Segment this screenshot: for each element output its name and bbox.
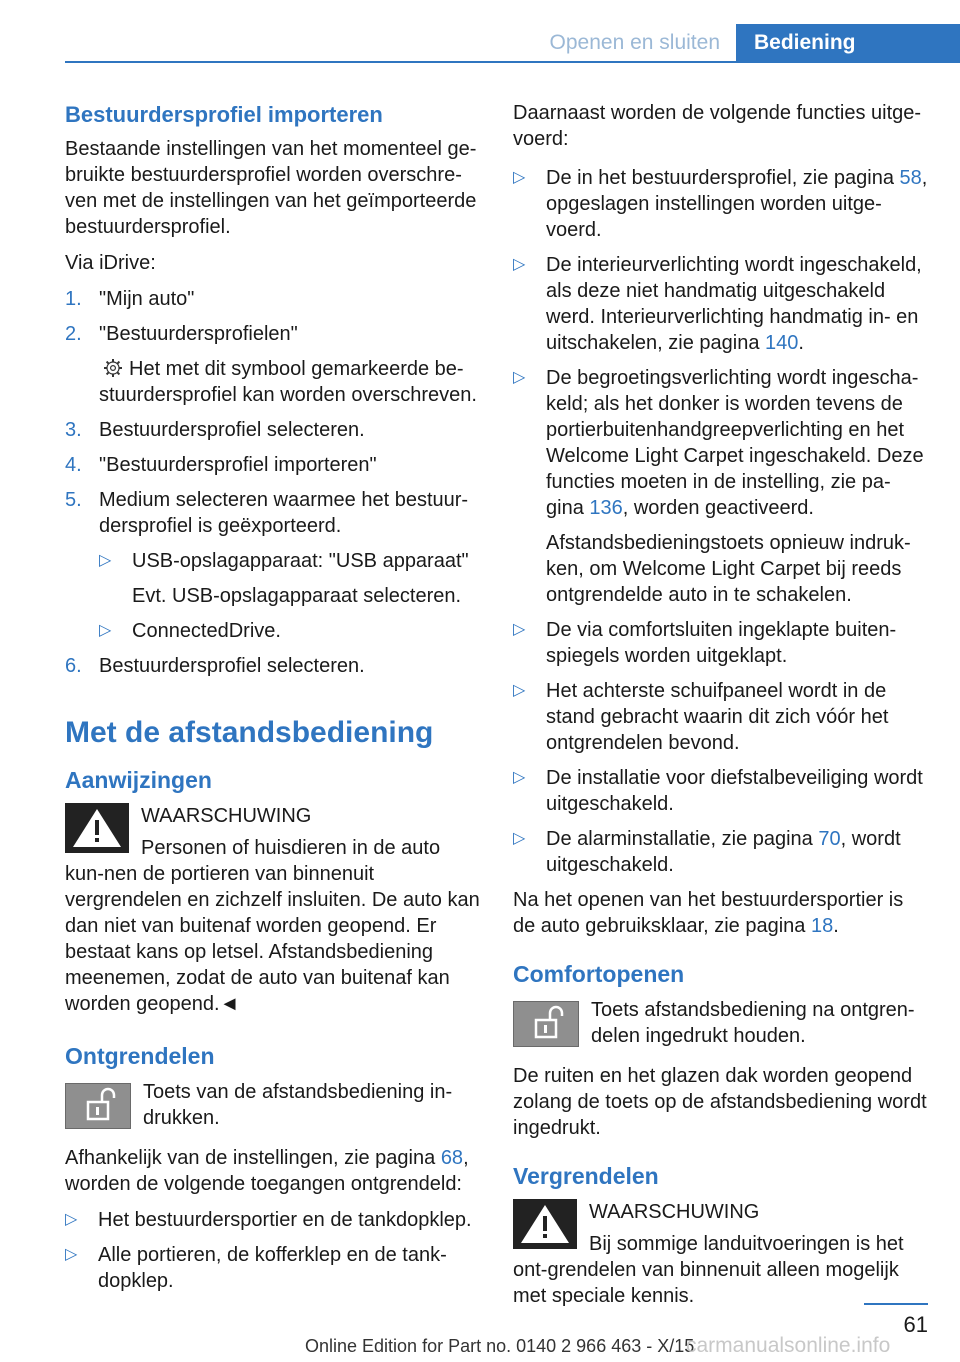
comfort-text: De ruiten en het glazen dak worden geopend zolang de toets op de afstandsbediening wordt ingedrukt. [513,1065,927,1139]
footer-divider [864,1303,928,1305]
list-item [99,618,482,644]
list-item [65,1207,482,1233]
via-idrive-label: Via iDrive: [65,252,156,274]
step-item [65,653,482,679]
step-item [65,487,482,539]
function-text: De begroetingsverlichting wordt ingescha-keld; als het donker is worden tevens de portierbuitenhandgreepverlichting en het Welcome Light Carpet ingeschakeld. Deze functies moeten in de instelling, zie pa-gina [546,367,924,519]
step-item [65,321,482,408]
function-text: De interieurverlichting wordt ingeschakeld, als deze niet handmatig uitgeschakeld werd. Interieurverlichting handmatig in- en uitschakelen, zie pagina [546,254,922,354]
step-number: 2. [65,323,82,345]
medium-option-usb: USB-opslagapparaat: "USB apparaat" [132,550,469,572]
step-number: 4. [65,454,82,476]
comfort-block [513,997,928,1053]
warning-block [513,1199,928,1309]
triangle-right-icon: ▷ [99,622,112,639]
warning-block [65,803,482,1017]
page-link[interactable]: 70 [818,828,841,850]
step-number: 1. [65,288,82,310]
triangle-right-icon: ▷ [513,830,526,847]
step-item [65,417,482,443]
step-text: Bestuurdersprofiel selecteren. [99,419,365,441]
dependent-text [65,1145,482,1197]
comfort-heading: Comfortopenen [513,961,685,987]
step-number: 5. [65,489,82,511]
import-intro: Bestaande instellingen van het momenteel ge-bruikte bestuurdersprofiel worden overschre-ven met de instellingen van het geïmporteerde bestuurdersprofiel. [65,138,477,238]
dependent-text-a: Afhankelijk van de instellingen, zie pagina [65,1147,441,1169]
step-text: Medium selecteren waarmee het bestuur-dersprofiel is geëxporteerd. [99,489,469,537]
access-item: Het bestuurdersportier en de tankdopklep. [98,1209,472,1231]
dependent-text-b: , worden de volgende toegangen ontgrendeld: [65,1147,469,1195]
unlock-text: Toets van de afstandsbediening in-drukken. [143,1081,453,1129]
header-divider [65,61,960,63]
function-item [546,165,928,243]
unlock-key-icon [513,1001,579,1047]
watermark: carmanualsonline.info [686,1334,891,1357]
page-link[interactable]: 18 [810,915,834,937]
medium-options [99,548,482,644]
header-section-tab[interactable]: Bediening [736,24,960,62]
warning-text: Personen of huisdieren in de auto kun-nen de portieren van binnenuit vergrendelen en zichzelf insluiten. De auto kan dan niet van buitenaf worden geopend. Er bestaat kans op letsel. Afstandsbediening meenemen, zodat de auto van buitenaf kan worden geopend.◄ [65,837,480,1015]
function-text: De installatie voor diefstalbeveiliging wordt uitgeschakeld. [546,767,923,815]
warning-title: WAARSCHUWING [141,805,312,827]
step-text: Bestuurdersprofiel selecteren. [99,655,365,677]
step-item [65,452,482,478]
lock-heading: Vergrendelen [513,1163,659,1189]
step-text: "Bestuurdersprofiel importeren" [99,454,377,476]
list-item [513,365,928,608]
function-item [546,252,928,356]
warning-triangle-icon [65,803,129,853]
list-item [513,826,928,878]
list-item [65,1242,482,1294]
right-column [513,100,928,1319]
step-text: "Mijn auto" [99,288,195,310]
triangle-right-icon: ▷ [513,369,526,386]
import-heading: Bestuurdersprofiel importeren [65,102,383,127]
notes-heading: Aanwijzingen [65,767,212,793]
function-text: Het achterste schuifpaneel wordt in de stand gebracht waarin dit zich vóór het ontgrendelen bevond. [546,680,889,754]
triangle-right-icon: ▷ [513,621,526,638]
medium-option-connecteddrive: ConnectedDrive. [132,620,281,642]
unlock-heading: Ontgrendelen [65,1043,215,1069]
function-text: De in het bestuurdersprofiel, zie pagina [546,167,900,189]
function-text-end: , opgeslagen instellingen worden uitge-voerd. [546,167,928,241]
lock-warning-text: Bij sommige landuitvoeringen is het ont-grendelen van binnenuit alleen mogelijk met speciale kennis. [513,1233,904,1307]
triangle-right-icon: ▷ [513,256,526,273]
triangle-right-icon: ▷ [99,552,112,569]
function-item [546,365,928,608]
page-link[interactable]: 140 [765,332,799,354]
step-number: 3. [65,419,82,441]
after-open-a: Na het openen van het bestuurdersportier is de auto gebruiksklaar, zie pagina [513,889,904,937]
left-column [65,100,482,1303]
function-text: De via comfortsluiten ingeklapte buiten-spiegels worden uitgeklapt. [546,619,897,667]
step-number: 6. [65,655,82,677]
list-item [513,678,928,756]
list-item [513,252,928,356]
list-item [513,165,928,243]
triangle-right-icon: ▷ [65,1211,78,1228]
header-chapter-tab[interactable]: Openen en sluiten [549,31,720,54]
unlock-key-icon [65,1083,131,1129]
section-heading: Met de afstandsbediening [65,716,434,749]
triangle-right-icon: ▷ [513,682,526,699]
functions-intro: Daarnaast worden de volgende functies uitge-voerd: [513,102,922,150]
step-text: "Bestuurdersprofielen" [99,323,298,345]
header-tabs [532,24,960,62]
access-item: Alle portieren, de kofferklep en de tank-dopklep. [98,1244,447,1292]
function-item [546,826,928,878]
medium-option-usb-extra: Evt. USB-opslagapparaat selecteren. [132,585,462,607]
page-number: 61 [903,1312,928,1337]
padlock-open-icon [66,1084,130,1128]
triangle-right-icon: ▷ [513,169,526,186]
function-text-end: , wordt uitgeschakeld. [546,828,901,876]
step-item [65,286,482,312]
page-link[interactable]: 68 [440,1147,464,1169]
triangle-right-icon: ▷ [65,1246,78,1263]
gear-icon [103,358,123,378]
edition-text: Online Edition for Part no. 0140 2 966 463 - X/15 [305,1336,695,1356]
page-link[interactable]: 58 [899,167,922,189]
after-open-text [513,887,928,939]
list-item [513,617,928,669]
function-text-end: , worden geactiveerd. [622,497,814,519]
warning-triangle-icon [513,1199,577,1249]
list-item [99,548,482,609]
profile-note [99,356,482,408]
triangle-right-icon: ▷ [513,769,526,786]
profile-note-text: Het met dit symbool gemarkeerde be-stuurdersprofiel kan worden overschreven. [99,358,477,406]
function-extra: Afstandsbedieningstoets opnieuw indruk-ken, om Welcome Light Carpet bij reeds ontgrendelde auto in te schakelen. [546,532,911,606]
function-text-end: . [798,332,804,354]
function-text: De alarminstallatie, zie pagina [546,828,819,850]
after-open-b: . [833,915,839,937]
page-link[interactable]: 136 [589,497,623,519]
unlock-block [65,1079,482,1135]
padlock-open-icon [514,1002,578,1046]
comfort-key-text: Toets afstandsbediening na ontgren-delen ingedrukt houden. [591,999,915,1047]
warning-title: WAARSCHUWING [589,1201,760,1223]
list-item [513,765,928,817]
